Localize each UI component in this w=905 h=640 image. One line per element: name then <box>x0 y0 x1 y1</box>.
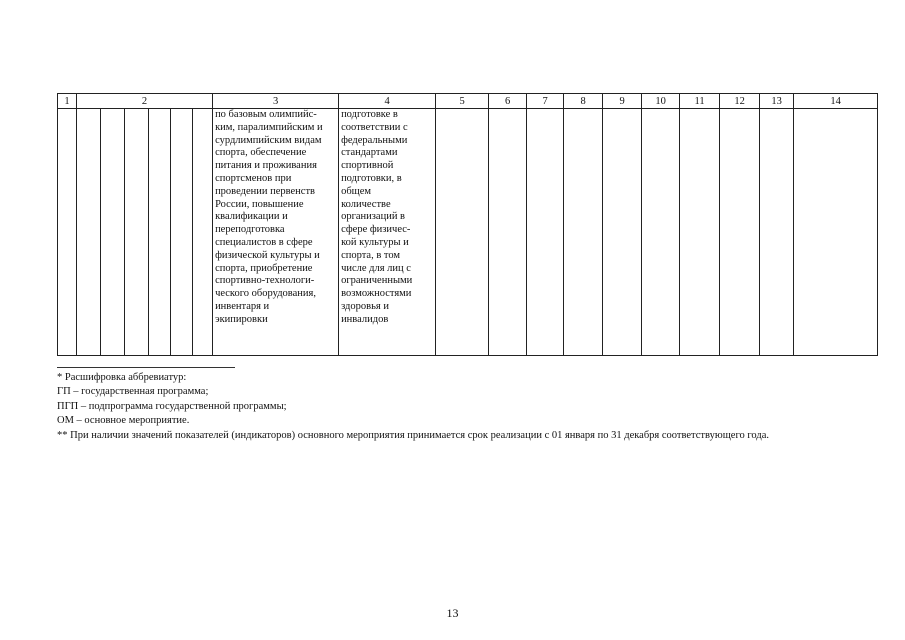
text-line: специалистов в сфере <box>215 236 313 248</box>
text-line: организаций в <box>341 211 406 223</box>
text-line: России, повышение <box>215 198 304 210</box>
table-cell <box>77 109 101 356</box>
header-cell-14: 14 <box>794 94 878 109</box>
header-cell-4: 4 <box>339 94 436 109</box>
header-cell-9: 9 <box>603 94 642 109</box>
text-line: соответствии с <box>341 121 408 133</box>
text-line: спорта, в том <box>341 249 401 261</box>
header-cell-12: 12 <box>720 94 760 109</box>
header-cell-11: 11 <box>680 94 720 109</box>
text-line: спортсменов при <box>215 172 292 184</box>
table-cell <box>564 109 603 356</box>
text-line: сфере физичес- <box>341 224 411 236</box>
text-line: ограниченными <box>341 275 413 287</box>
footnote-om: ОМ – основное мероприятие. <box>57 415 190 427</box>
text-line: возможностями <box>341 288 412 300</box>
table-cell <box>58 109 77 356</box>
text-line: сурдлимпийским видам <box>215 134 322 146</box>
indicators-table <box>57 93 878 356</box>
text-line: инвалидов <box>341 313 389 325</box>
text-line: по базовым олимпийс- <box>215 109 317 120</box>
text-line: экипировки <box>215 313 268 325</box>
table-cell <box>125 109 149 356</box>
table-cell <box>436 109 489 356</box>
header-cell-2: 2 <box>77 94 213 109</box>
header-cell-7: 7 <box>527 94 564 109</box>
header-cell-8: 8 <box>564 94 603 109</box>
header-cell-6: 6 <box>489 94 527 109</box>
text-line: спортивной <box>341 160 394 172</box>
header-cell-5: 5 <box>436 94 489 109</box>
text-line: кой культуры и <box>341 236 409 248</box>
table-cell <box>527 109 564 356</box>
text-line: общем <box>341 185 372 197</box>
footnote-pgp: ПГП – подпрограмма государственной программы; <box>57 400 287 412</box>
header-cell-13: 13 <box>760 94 794 109</box>
text-line: федеральными <box>341 134 408 146</box>
text-line: переподготовка <box>215 224 285 236</box>
footnotes <box>57 371 863 443</box>
text-line: подготовке в <box>341 109 398 120</box>
text-line: количестве <box>341 198 391 210</box>
text-line: спорта, приобретение <box>215 262 313 274</box>
footnote-separator <box>57 367 235 368</box>
text-line: квалификации и <box>215 211 288 223</box>
text-line: числе для лиц с <box>341 262 411 274</box>
table-cell <box>642 109 680 356</box>
header-cell-10: 10 <box>642 94 680 109</box>
table-cell <box>171 109 193 356</box>
text-line: спортивно-технологи- <box>215 275 315 287</box>
text-line: физической культуры и <box>215 249 320 261</box>
page-number: 13 <box>446 606 459 620</box>
text-line: ческого оборудования, <box>215 288 316 300</box>
table-cell <box>760 109 794 356</box>
header-row <box>58 94 878 109</box>
table-cell <box>149 109 171 356</box>
text-line: ким, паралимпийским и <box>215 121 323 133</box>
cell-col4-text <box>339 109 436 356</box>
text-line: питания и проживания <box>215 160 317 172</box>
text-line: проведении первенств <box>215 185 315 197</box>
text-line: стандартами <box>341 147 398 159</box>
header-cell-3: 3 <box>213 94 339 109</box>
cell-col3-text <box>213 109 339 356</box>
table-cell <box>489 109 527 356</box>
text-line: здоровья и <box>341 300 389 312</box>
footnote-double-star: ** При наличии значений показателей (индикаторов) основного мероприятия принимается срок реализации с 01 января по 31 декабря соответствующего года. <box>57 429 769 441</box>
footnote-title: * Расшифровка аббревиатур: <box>57 372 187 383</box>
table-cell <box>603 109 642 356</box>
table-cell <box>680 109 720 356</box>
text-line: инвентаря и <box>215 300 270 312</box>
text-line: подготовки, в <box>341 172 402 184</box>
table-cell <box>720 109 760 356</box>
header-cell-1: 1 <box>58 94 77 109</box>
table-row <box>58 109 878 356</box>
footnote-gp: ГП – государственная программа; <box>57 386 209 398</box>
table-cell <box>101 109 125 356</box>
table-cell <box>193 109 213 356</box>
table-cell <box>794 109 878 356</box>
text-line: спорта, обеспечение <box>215 147 307 159</box>
